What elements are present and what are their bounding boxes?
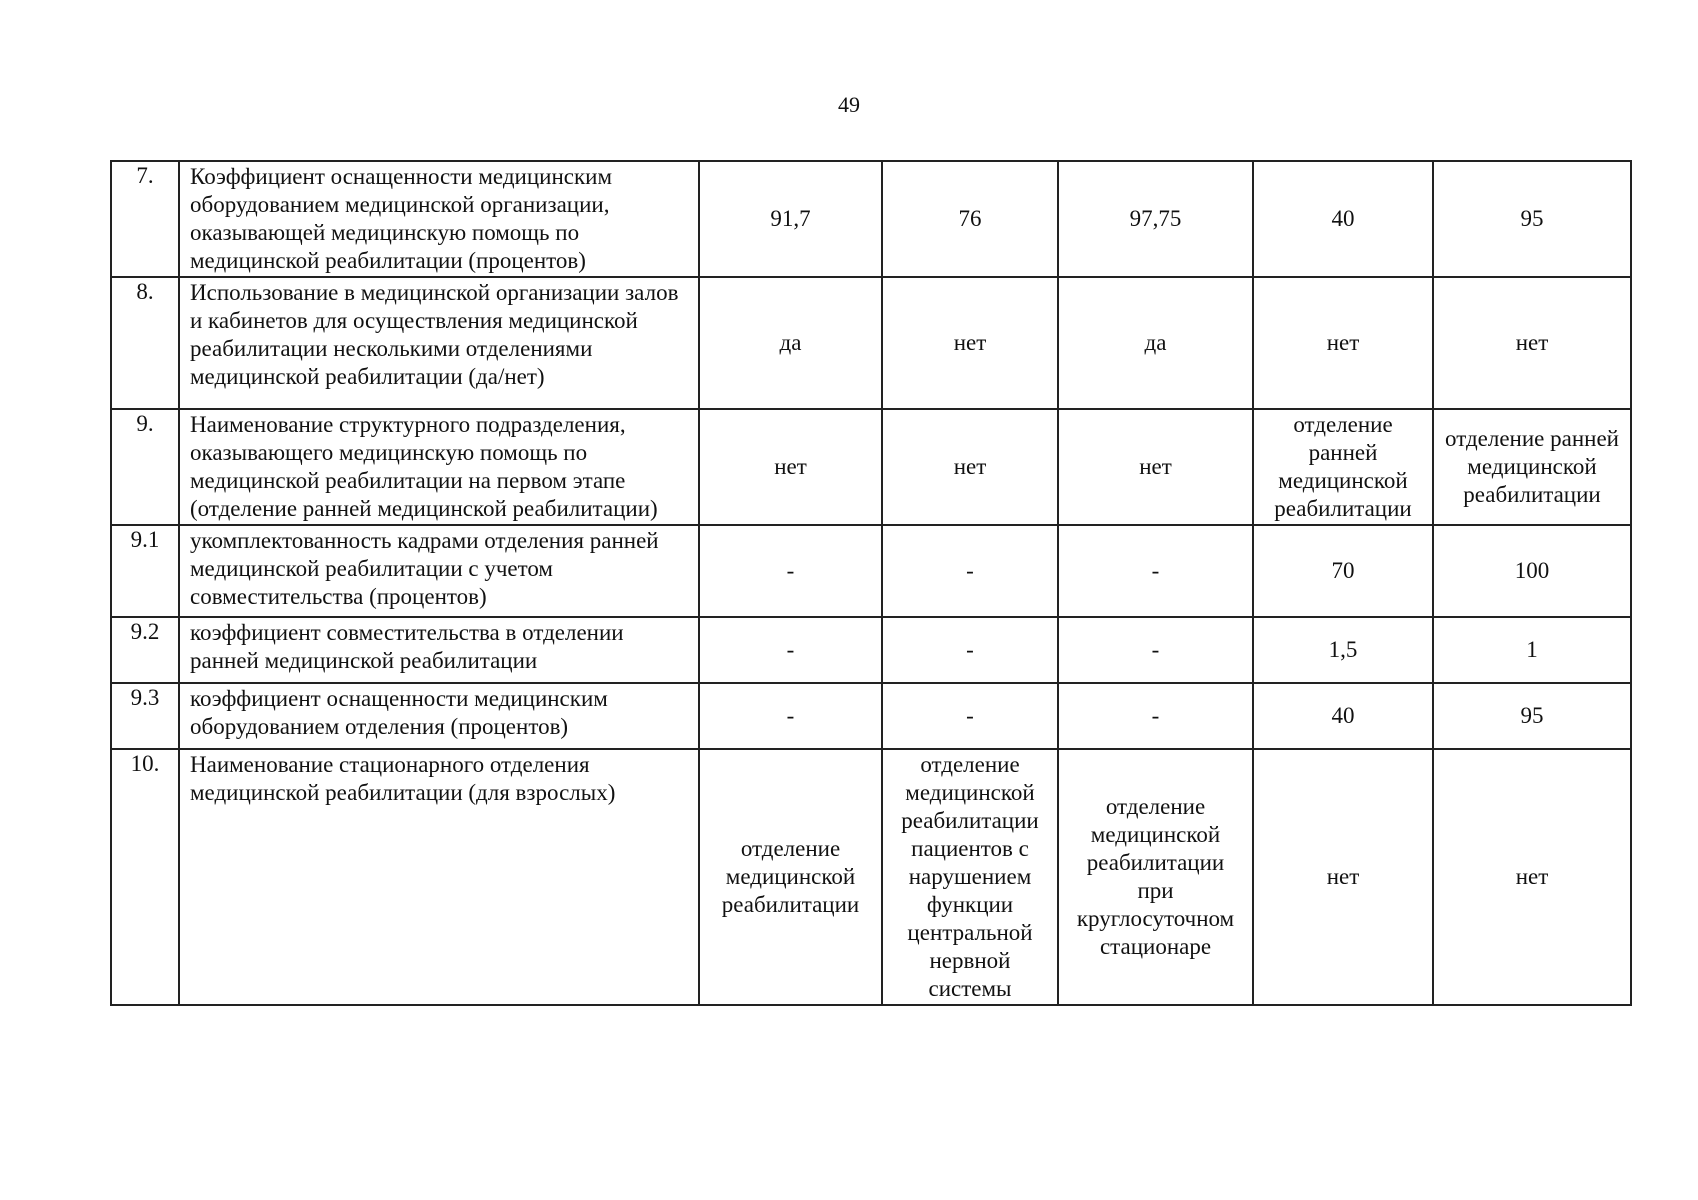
value-cell-2: 76 (882, 161, 1058, 277)
value-cell-2: нет (882, 409, 1058, 525)
value-cell-4: 40 (1253, 161, 1433, 277)
table-row-8 (111, 277, 1631, 409)
value-cell-1: - (699, 683, 882, 749)
value-cell-2: - (882, 525, 1058, 617)
value-cell-1: да (699, 277, 882, 409)
value-cell-3: да (1058, 277, 1253, 409)
indicators-table (110, 160, 1632, 1006)
row-number: 10. (111, 749, 179, 1005)
value-cell-3: нет (1058, 409, 1253, 525)
value-cell-1: нет (699, 409, 882, 525)
value-cell-5: 1 (1433, 617, 1631, 683)
value-cell-5: отделение ранней медицинской реабилитации (1433, 409, 1631, 525)
row-number: 9.3 (111, 683, 179, 749)
row-description: Наименование стационарного отделения медицинской реабилитации (для взрослых) (179, 749, 699, 1005)
value-cell-3: отделение медицинской реабилитации при круглосуточном стационаре (1058, 749, 1253, 1005)
row-description: Коэффициент оснащенности медицинским оборудованием медицинской организации, оказывающей медицинскую помощь по медицинской реабилитации (процентов) (179, 161, 699, 277)
value-cell-1: 91,7 (699, 161, 882, 277)
value-cell-4: 70 (1253, 525, 1433, 617)
value-cell-2: - (882, 617, 1058, 683)
value-cell-5: нет (1433, 749, 1631, 1005)
row-description: коэффициент совместительства в отделении ранней медицинской реабилитации (179, 617, 699, 683)
value-cell-5: 95 (1433, 683, 1631, 749)
value-cell-5: нет (1433, 277, 1631, 409)
value-cell-3: - (1058, 683, 1253, 749)
value-cell-1: - (699, 525, 882, 617)
value-cell-2: отделение медицинской реабилитации пациентов с нарушением функции центральной нервной системы (882, 749, 1058, 1005)
table-row-10 (111, 749, 1631, 1005)
value-cell-4: отделение ранней медицинской реабилитации (1253, 409, 1433, 525)
row-number: 9. (111, 409, 179, 525)
value-cell-1: - (699, 617, 882, 683)
value-cell-3: - (1058, 617, 1253, 683)
table-row-9-3 (111, 683, 1631, 749)
row-number: 9.1 (111, 525, 179, 617)
row-number: 9.2 (111, 617, 179, 683)
value-cell-3: - (1058, 525, 1253, 617)
value-cell-5: 95 (1433, 161, 1631, 277)
row-description: укомплектованность кадрами отделения ранней медицинской реабилитации с учетом совместительства (процентов) (179, 525, 699, 617)
table-row-9-2 (111, 617, 1631, 683)
value-cell-3: 97,75 (1058, 161, 1253, 277)
row-description: коэффициент оснащенности медицинским оборудованием отделения (процентов) (179, 683, 699, 749)
page-number: 49 (838, 92, 860, 117)
value-cell-4: 40 (1253, 683, 1433, 749)
row-number: 8. (111, 277, 179, 409)
value-cell-4: нет (1253, 277, 1433, 409)
table-row-7 (111, 161, 1631, 277)
row-description: Наименование структурного подразделения, оказывающего медицинскую помощь по медицинской реабилитации на первом этапе (отделение ранней медицинской реабилитации) (179, 409, 699, 525)
value-cell-2: - (882, 683, 1058, 749)
row-number: 7. (111, 161, 179, 277)
value-cell-4: 1,5 (1253, 617, 1433, 683)
row-description: Использование в медицинской организации залов и кабинетов для осуществления медицинской реабилитации несколькими отделениями медицинской реабилитации (да/нет) (179, 277, 699, 409)
value-cell-1: отделение медицинской реабилитации (699, 749, 882, 1005)
value-cell-5: 100 (1433, 525, 1631, 617)
table-row-9-1 (111, 525, 1631, 617)
value-cell-2: нет (882, 277, 1058, 409)
table-row-9 (111, 409, 1631, 525)
value-cell-4: нет (1253, 749, 1433, 1005)
